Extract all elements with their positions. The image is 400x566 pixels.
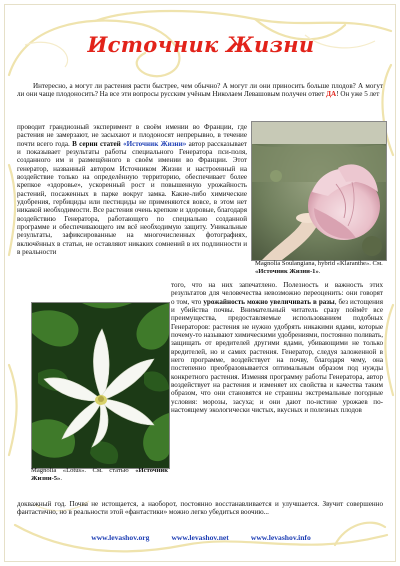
page-title: Источник Жизни: [87, 32, 315, 57]
right-column-highlight: урожайность можно увеличивать в разы: [203, 297, 335, 306]
intro-paragraph: [17, 82, 383, 99]
photo1-caption-text: Magnolia Soulangiana, hybrid «Klaranthe». См.: [255, 260, 383, 267]
right-column-part-1: того, что на них запечатлено. Полезность и важность этих результатов для человечества невозможно переоценить: они говорят о том, что: [171, 281, 383, 306]
left-column-text: [17, 123, 247, 257]
left-column-part-2: автор рассказывает и показывает результаты работы специального Генератора пси-поля, созданного им и размещённого в своём имении во Франции. Этот генератор, названный автором Источником Жизни и настроенный на воздействие только на определённую территорию, обеспечивает более крепкое «здоровье», ускоренный рост и повышенную урожайность растений, посаженных в парке вокруг замка. Какие-либо химические удобрения, гербициды или пестициды не применяются вовсе, в этом нет никакой необходимости. Все растения очень крепкие и здоровые, благодаря воздействию Генератора, работающего по специально созданной программе и обеспечивающего им всё необходимую защиту. Уникальные результаты, зафиксированные на многочисленных фотографиях, включённых в статьи, не оставляют никаких сомнений в их подлинности и в реальности: [17, 139, 248, 257]
left-column-series-lead: В серии статей: [72, 139, 124, 148]
page-frame: [4, 4, 396, 562]
intro-end: ! Он уже 5 лет: [336, 90, 380, 99]
footer-link-info[interactable]: www.levashov.info: [250, 533, 311, 542]
magnolia-lotus-photo: [31, 302, 170, 469]
photo2-caption: [31, 467, 168, 483]
photo1-caption-end: .: [318, 267, 321, 275]
photo2-caption-text: Magnolia «Lotus». См. статью: [31, 467, 136, 474]
magnolia-pink-flower-image: [252, 122, 386, 260]
intro-text: Интересно, а могут ли растения расти быстрее, чем обычно? А могут ли они приносить больше плодов? А могут ли они чаще плодоносить? На все эти вопросы русским учёным Николаем Левашовым получен ответ: [17, 82, 383, 99]
footer-links: [5, 533, 397, 542]
photo1-caption-link[interactable]: «Источник Жизни-1»: [255, 267, 319, 275]
photo1-caption: [255, 260, 385, 276]
right-column-text: [171, 281, 383, 415]
photo2-caption-link[interactable]: «Источник Жизни-5»: [31, 467, 168, 482]
footer-link-org[interactable]: www.levashov.org: [91, 533, 150, 542]
magnolia-white-flower-image: [32, 303, 169, 468]
closing-paragraph: докважный год. Почва не истощается, а наоборот, постоянно восстанавливается и улучшается. Звучит совершенно фантастично, но в реальности этой «фантастики» можно легко убедиться воочию...: [17, 500, 383, 517]
magnolia-soulangiana-photo: [251, 121, 387, 261]
intro-answer: ДА: [326, 90, 337, 99]
footer-link-net[interactable]: www.levashov.net: [171, 533, 229, 542]
left-column-part-1: проводит грандиозный эксперимент в своём имении во Франции, где растения не замерзают, не засыхают и плодоносят непрерывно, в течение почти всего года.: [17, 123, 247, 148]
series-link[interactable]: «Источник Жизни»: [123, 139, 187, 148]
right-column-part-2: , без истощения и убийства почвы. Внимательный читатель сразу поймёт все преимущества, предоставляемые использованием подобных Генераторов: растения не нужно удобрять никакими ядами, которые почему-то называют химическими удобрениями, постоянно поливать, защищать от вредителей другими ядами, убивающими не только вредителей, но и самих растения. Генератор, следуя заложенной в него программе, воздействует на почву, благодаря чему, она постепенно преобразовывается оптимальным образом под нужды конкретного растения. Изменяя программу работы Генератора, автор воздействует на растения и изменяет их свойства и качества таким образом, что они становятся не страшны экстремальные погодные условия: морозы, засуха; и они дают по-истине урожаев по-настоящему экологически чистых, вкусных и полезных плодов: [171, 297, 383, 415]
photo2-caption-end: .: [60, 474, 63, 482]
